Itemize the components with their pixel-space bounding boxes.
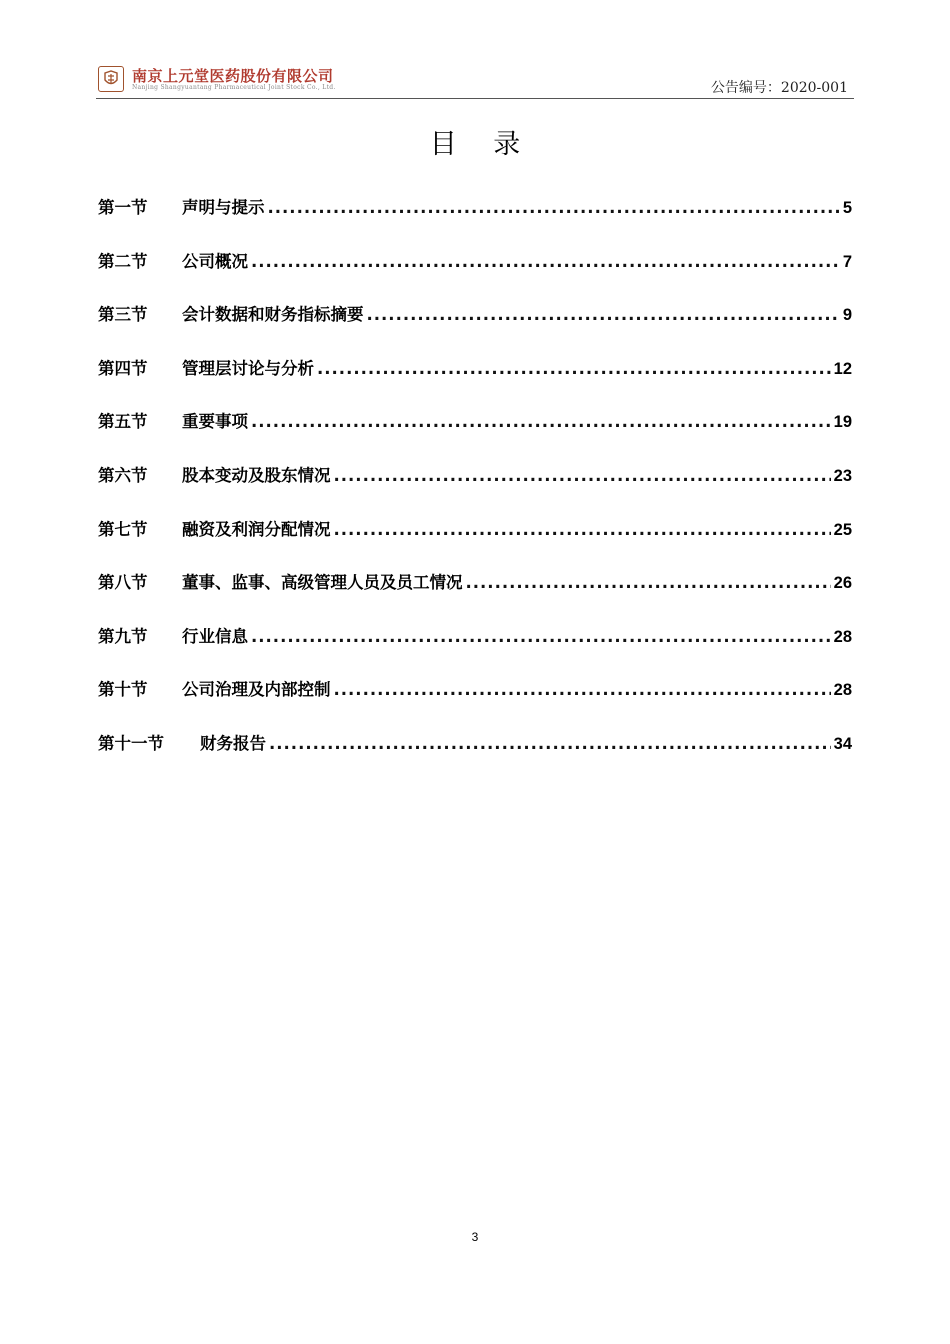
toc-section-number: 第四节 [98,358,148,378]
toc-page-number: 7 [842,252,852,271]
toc-leader-dots [367,305,840,324]
toc-entry[interactable] [98,730,852,784]
toc-section-number: 第五节 [98,412,148,432]
toc-section-number: 第七节 [98,519,148,539]
toc-section-title: 行业信息 [182,626,248,646]
toc-entry[interactable] [98,623,852,677]
toc-entry[interactable] [98,248,852,302]
page-number: 3 [471,1230,479,1244]
toc-section-number: 第一节 [98,198,148,217]
toc-page-number: 28 [833,627,852,646]
toc-section-number: 第九节 [98,626,148,646]
toc-leader-dots [334,466,831,485]
toc-section-title: 融资及利润分配情况 [182,519,331,539]
toc-leader-dots [251,412,831,431]
toc-leader-dots [268,198,840,217]
toc-leader-dots [334,520,831,539]
page-title: 目 录 [429,129,535,160]
toc-entry[interactable] [98,462,852,516]
toc-leader-dots [251,252,840,271]
toc-section-number: 第六节 [98,465,148,485]
header-divider [96,98,854,99]
company-name-en: Nanjing Shangyuantang Pharmaceutical Joint Stock Co., Ltd. [132,84,336,91]
toc-section-number: 第八节 [98,573,148,593]
company-logo-icon [98,66,124,92]
toc-leader-dots [466,573,831,592]
toc-page-number: 9 [842,306,852,325]
toc-entry[interactable] [98,676,852,730]
toc-section-title: 会计数据和财务指标摘要 [182,305,364,325]
toc-leader-dots [251,627,831,646]
toc-section-title: 声明与提示 [182,198,265,217]
toc-section-title: 公司概况 [182,251,248,271]
toc-page-number: 19 [833,413,852,432]
page-header [96,62,854,98]
toc-section-number: 第三节 [98,305,148,325]
toc-entry[interactable] [98,355,852,409]
toc-section-title: 管理层讨论与分析 [182,358,314,378]
toc-entry[interactable] [98,516,852,570]
toc-section-number: 第十节 [98,680,148,700]
toc-leader-dots [317,359,831,378]
toc-section-number: 第十一节 [98,733,164,753]
toc-page-number: 25 [833,520,852,539]
toc-page-number: 5 [842,199,852,217]
toc-page-number: 28 [833,681,852,700]
toc-section-title: 董事、监事、高级管理人员及员工情况 [182,573,463,593]
toc-page-number: 26 [833,574,852,593]
toc-section-number: 第二节 [98,251,148,271]
toc-page-number: 23 [833,466,852,485]
toc-entry[interactable] [98,408,852,462]
toc-section-title: 重要事项 [182,412,248,432]
notice-number: 公告编号：2020-001 [710,80,848,96]
toc-entry[interactable] [98,194,852,248]
toc-entry[interactable] [98,301,852,355]
toc-section-title: 公司治理及内部控制 [182,680,331,700]
toc-page-number: 34 [833,734,852,753]
toc-section-title: 财务报告 [200,733,266,753]
toc-leader-dots [334,680,831,699]
table-of-contents [98,194,852,784]
toc-leader-dots [269,734,831,753]
toc-page-number: 12 [833,359,852,378]
toc-entry[interactable] [98,569,852,623]
toc-section-title: 股本变动及股东情况 [182,465,331,485]
company-name-cn: 南京上元堂医药股份有限公司 [132,67,334,85]
